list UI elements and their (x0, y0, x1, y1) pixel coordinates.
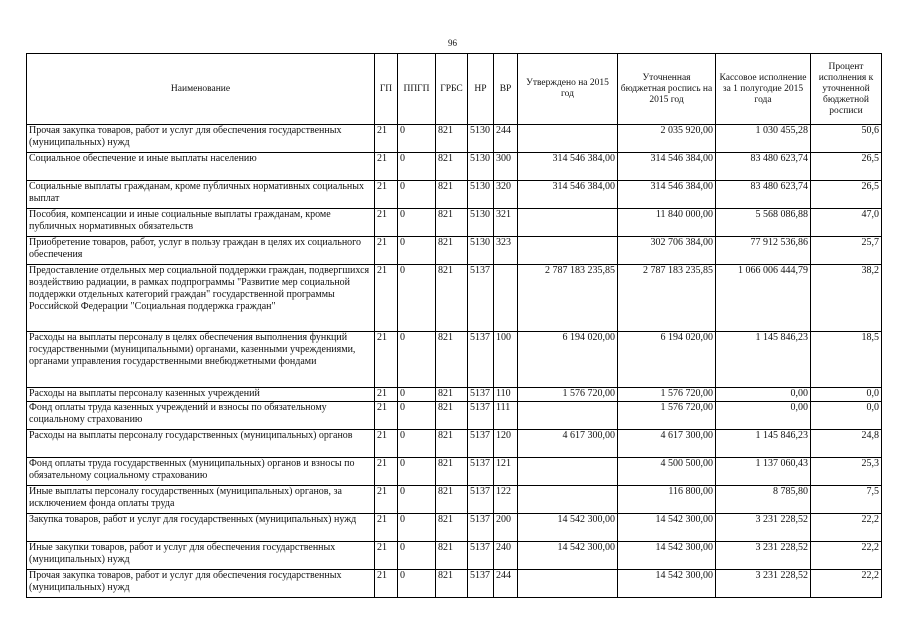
cell-percent: 25,7 (811, 237, 882, 265)
cell-ppgp: 0 (398, 514, 436, 542)
header-name: Наименование (27, 54, 375, 125)
cell-refined: 14 542 300,00 (618, 570, 716, 598)
cell-vr: 100 (494, 332, 518, 388)
cell-refined: 2 035 920,00 (618, 125, 716, 153)
cell-name: Расходы на выплаты персоналу государственных (муниципальных) органов (27, 430, 375, 458)
cell-ppgp: 0 (398, 332, 436, 388)
cell-nr: 5130 (468, 237, 494, 265)
cell-refined: 14 542 300,00 (618, 514, 716, 542)
header-gp: ГП (375, 54, 398, 125)
cell-gp: 21 (375, 402, 398, 430)
cell-vr: 300 (494, 153, 518, 181)
cell-gp: 21 (375, 514, 398, 542)
cell-nr: 5130 (468, 181, 494, 209)
cell-grbs: 821 (436, 430, 468, 458)
cell-approved (518, 209, 618, 237)
budget-table (26, 53, 882, 598)
cell-approved: 14 542 300,00 (518, 514, 618, 542)
cell-nr: 5137 (468, 265, 494, 332)
cell-grbs: 821 (436, 542, 468, 570)
table-row (27, 332, 882, 388)
cell-ppgp: 0 (398, 265, 436, 332)
cell-nr: 5137 (468, 430, 494, 458)
cell-refined: 2 787 183 235,85 (618, 265, 716, 332)
cell-vr (494, 265, 518, 332)
header-nr: НР (468, 54, 494, 125)
cell-name: Закупка товаров, работ и услуг для государственных (муниципальных) нужд (27, 514, 375, 542)
cell-cash: 3 231 228,52 (716, 514, 811, 542)
cell-approved (518, 402, 618, 430)
cell-percent: 22,2 (811, 570, 882, 598)
cell-cash: 5 568 086,88 (716, 209, 811, 237)
cell-gp: 21 (375, 458, 398, 486)
cell-ppgp: 0 (398, 237, 436, 265)
cell-vr: 244 (494, 125, 518, 153)
cell-percent: 50,6 (811, 125, 882, 153)
header-vr: ВР (494, 54, 518, 125)
cell-refined: 4 500 500,00 (618, 458, 716, 486)
cell-refined: 1 576 720,00 (618, 402, 716, 430)
cell-approved: 6 194 020,00 (518, 332, 618, 388)
cell-cash: 1 145 846,23 (716, 430, 811, 458)
cell-grbs: 821 (436, 458, 468, 486)
cell-refined: 314 546 384,00 (618, 181, 716, 209)
cell-refined: 116 800,00 (618, 486, 716, 514)
cell-nr: 5130 (468, 153, 494, 181)
cell-cash: 0,00 (716, 388, 811, 402)
cell-name: Предоставление отдельных мер социальной поддержки граждан, подвергшихся воздействию радиации, в рамках подпрограммы "Развитие мер социальной поддержки отдельных категорий граждан" государственной программы Российской Федерации "Социальная поддержка граждан" (27, 265, 375, 332)
cell-refined: 11 840 000,00 (618, 209, 716, 237)
cell-approved (518, 486, 618, 514)
cell-grbs: 821 (436, 402, 468, 430)
cell-name: Расходы на выплаты персоналу в целях обеспечения выполнения функций государственными (муниципальными) органами, казенными учреждениями, органами управления государственными внебюджетными фондами (27, 332, 375, 388)
cell-cash: 77 912 536,86 (716, 237, 811, 265)
cell-name: Иные закупки товаров, работ и услуг для обеспечения государственных (муниципальных) нужд (27, 542, 375, 570)
cell-vr: 244 (494, 570, 518, 598)
cell-name: Социальное обеспечение и иные выплаты населению (27, 153, 375, 181)
cell-gp: 21 (375, 209, 398, 237)
cell-ppgp: 0 (398, 486, 436, 514)
cell-ppgp: 0 (398, 153, 436, 181)
cell-name: Прочая закупка товаров, работ и услуг для обеспечения государственных (муниципальных) нужд (27, 570, 375, 598)
cell-name: Пособия, компенсации и иные социальные выплаты гражданам, кроме публичных нормативных обязательств (27, 209, 375, 237)
cell-nr: 5137 (468, 514, 494, 542)
cell-gp: 21 (375, 181, 398, 209)
cell-percent: 0,0 (811, 388, 882, 402)
cell-gp: 21 (375, 237, 398, 265)
table-row (27, 514, 882, 542)
cell-ppgp: 0 (398, 402, 436, 430)
cell-percent: 22,2 (811, 514, 882, 542)
cell-name: Социальные выплаты гражданам, кроме публичных нормативных социальных выплат (27, 181, 375, 209)
cell-refined: 6 194 020,00 (618, 332, 716, 388)
cell-vr: 320 (494, 181, 518, 209)
cell-vr: 321 (494, 209, 518, 237)
cell-cash: 8 785,80 (716, 486, 811, 514)
cell-vr: 110 (494, 388, 518, 402)
cell-nr: 5137 (468, 388, 494, 402)
cell-percent: 38,2 (811, 265, 882, 332)
cell-refined: 4 617 300,00 (618, 430, 716, 458)
cell-nr: 5137 (468, 570, 494, 598)
cell-vr: 200 (494, 514, 518, 542)
cell-gp: 21 (375, 153, 398, 181)
cell-percent: 24,8 (811, 430, 882, 458)
cell-cash: 3 231 228,52 (716, 542, 811, 570)
cell-cash: 1 030 455,28 (716, 125, 811, 153)
cell-cash: 1 137 060,43 (716, 458, 811, 486)
table-row (27, 458, 882, 486)
cell-grbs: 821 (436, 181, 468, 209)
cell-grbs: 821 (436, 237, 468, 265)
cell-refined: 1 576 720,00 (618, 388, 716, 402)
cell-vr: 121 (494, 458, 518, 486)
cell-grbs: 821 (436, 265, 468, 332)
cell-grbs: 821 (436, 486, 468, 514)
cell-gp: 21 (375, 265, 398, 332)
cell-approved (518, 570, 618, 598)
cell-percent: 22,2 (811, 542, 882, 570)
cell-grbs: 821 (436, 125, 468, 153)
cell-percent: 7,5 (811, 486, 882, 514)
cell-ppgp: 0 (398, 125, 436, 153)
cell-nr: 5137 (468, 458, 494, 486)
cell-approved (518, 458, 618, 486)
cell-gp: 21 (375, 430, 398, 458)
cell-name: Фонд оплаты труда государственных (муниципальных) органов и взносы по обязательному социальному страхованию (27, 458, 375, 486)
cell-approved: 4 617 300,00 (518, 430, 618, 458)
cell-approved (518, 125, 618, 153)
cell-cash: 3 231 228,52 (716, 570, 811, 598)
cell-cash: 83 480 623,74 (716, 153, 811, 181)
cell-percent: 26,5 (811, 153, 882, 181)
cell-approved: 314 546 384,00 (518, 181, 618, 209)
table-row (27, 542, 882, 570)
cell-refined: 14 542 300,00 (618, 542, 716, 570)
table-row (27, 402, 882, 430)
cell-ppgp: 0 (398, 542, 436, 570)
table-row (27, 125, 882, 153)
cell-gp: 21 (375, 486, 398, 514)
table-header-row (27, 54, 882, 125)
table-row (27, 181, 882, 209)
header-refined: Уточненная бюджетная роспись на 2015 год (618, 54, 716, 125)
cell-ppgp: 0 (398, 570, 436, 598)
cell-name: Приобретение товаров, работ, услуг в пользу граждан в целях их социального обеспечения (27, 237, 375, 265)
cell-vr: 240 (494, 542, 518, 570)
cell-approved: 14 542 300,00 (518, 542, 618, 570)
cell-grbs: 821 (436, 514, 468, 542)
cell-nr: 5130 (468, 125, 494, 153)
table-row (27, 265, 882, 332)
header-cash: Кассовое исполнение за 1 полугодие 2015 года (716, 54, 811, 125)
cell-percent: 26,5 (811, 181, 882, 209)
table-body (27, 125, 882, 598)
cell-grbs: 821 (436, 332, 468, 388)
cell-percent: 25,3 (811, 458, 882, 486)
cell-grbs: 821 (436, 209, 468, 237)
cell-refined: 314 546 384,00 (618, 153, 716, 181)
cell-name: Расходы на выплаты персоналу казенных учреждений (27, 388, 375, 402)
cell-ppgp: 0 (398, 181, 436, 209)
cell-name: Фонд оплаты труда казенных учреждений и взносы по обязательному социальному страхованию (27, 402, 375, 430)
cell-grbs: 821 (436, 153, 468, 181)
table-row (27, 237, 882, 265)
cell-name: Прочая закупка товаров, работ и услуг для обеспечения государственных (муниципальных) нужд (27, 125, 375, 153)
cell-percent: 0,0 (811, 402, 882, 430)
cell-ppgp: 0 (398, 430, 436, 458)
table-row (27, 153, 882, 181)
cell-nr: 5137 (468, 402, 494, 430)
header-grbs: ГРБС (436, 54, 468, 125)
cell-grbs: 821 (436, 570, 468, 598)
cell-ppgp: 0 (398, 458, 436, 486)
page-number: 96 (448, 38, 457, 48)
cell-percent: 18,5 (811, 332, 882, 388)
cell-cash: 0,00 (716, 402, 811, 430)
cell-name: Иные выплаты персоналу государственных (муниципальных) органов, за исключением фонда оплаты труда (27, 486, 375, 514)
table-row (27, 388, 882, 402)
header-percent: Процент исполнения к уточненной бюджетной росписи (811, 54, 882, 125)
cell-gp: 21 (375, 542, 398, 570)
cell-cash: 83 480 623,74 (716, 181, 811, 209)
table-row (27, 430, 882, 458)
cell-vr: 323 (494, 237, 518, 265)
cell-cash: 1 066 006 444,79 (716, 265, 811, 332)
cell-vr: 120 (494, 430, 518, 458)
cell-refined: 302 706 384,00 (618, 237, 716, 265)
cell-approved (518, 237, 618, 265)
cell-vr: 111 (494, 402, 518, 430)
cell-nr: 5137 (468, 332, 494, 388)
cell-gp: 21 (375, 332, 398, 388)
cell-approved: 314 546 384,00 (518, 153, 618, 181)
cell-ppgp: 0 (398, 388, 436, 402)
cell-approved: 1 576 720,00 (518, 388, 618, 402)
cell-approved: 2 787 183 235,85 (518, 265, 618, 332)
header-approved: Утверждено на 2015 год (518, 54, 618, 125)
header-ppgp: ППГП (398, 54, 436, 125)
table-row (27, 486, 882, 514)
cell-percent: 47,0 (811, 209, 882, 237)
cell-cash: 1 145 846,23 (716, 332, 811, 388)
cell-nr: 5130 (468, 209, 494, 237)
cell-ppgp: 0 (398, 209, 436, 237)
table-row (27, 209, 882, 237)
cell-gp: 21 (375, 388, 398, 402)
table-row (27, 570, 882, 598)
cell-nr: 5137 (468, 486, 494, 514)
cell-gp: 21 (375, 125, 398, 153)
cell-gp: 21 (375, 570, 398, 598)
cell-nr: 5137 (468, 542, 494, 570)
cell-grbs: 821 (436, 388, 468, 402)
cell-vr: 122 (494, 486, 518, 514)
